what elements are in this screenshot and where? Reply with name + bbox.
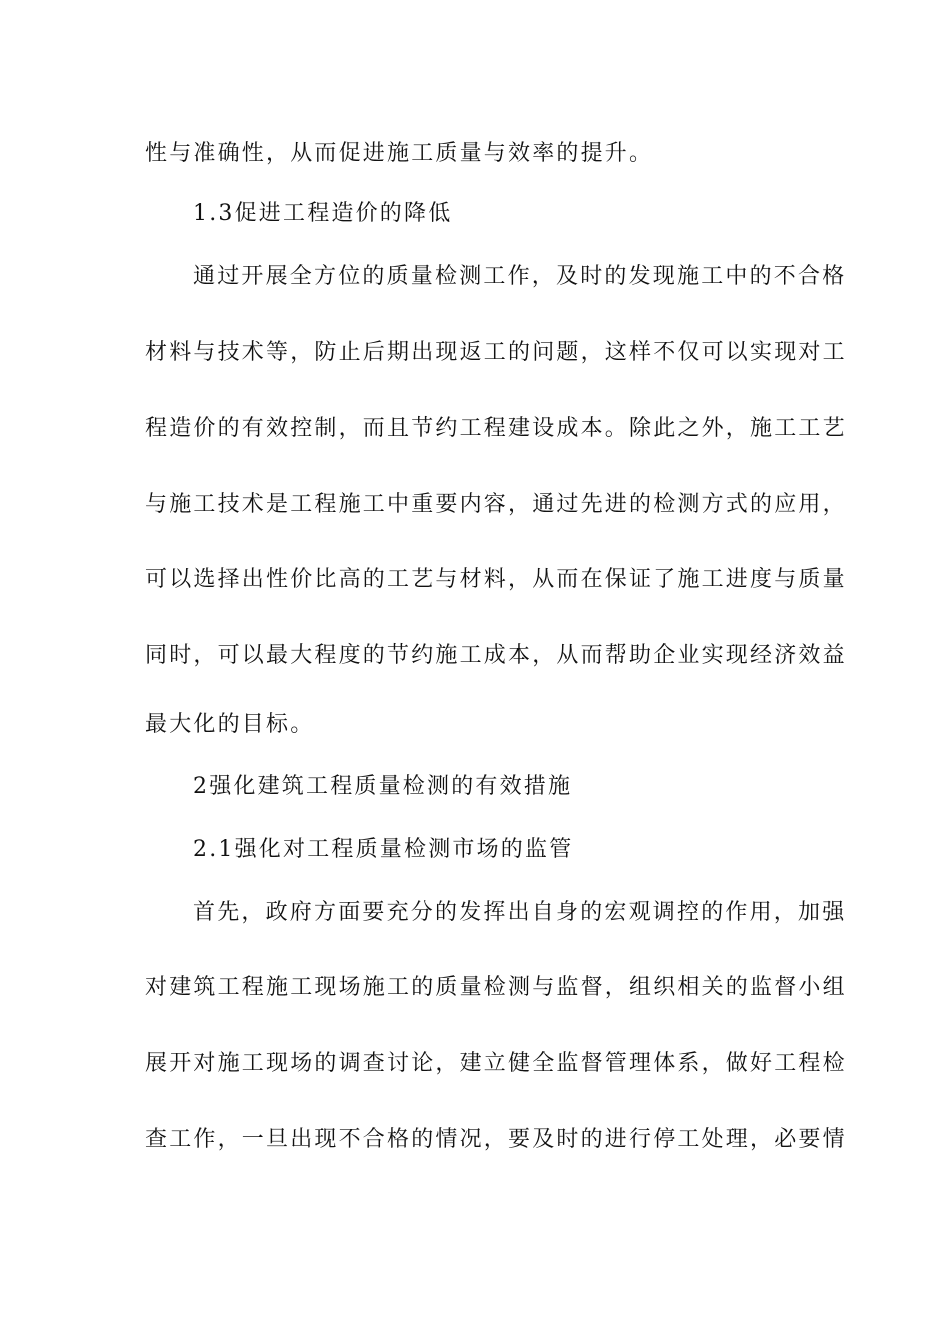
- paragraph-line: 查工作，一旦出现不合格的情况，要及时的进行停工处理，必要情: [145, 1127, 847, 1152]
- paragraph-line: 同时，可以最大程度的节约施工成本，从而帮助企业实现经济效益: [145, 643, 847, 668]
- paragraph-line: 通过开展全方位的质量检测工作，及时的发现施工中的不合格: [193, 264, 847, 289]
- paragraph-line-continuation: 性与准确性，从而促进施工质量与效率的提升。: [145, 141, 654, 166]
- paragraph-line: 可以选择出性价比高的工艺与材料，从而在保证了施工进度与质量: [145, 567, 847, 592]
- section-heading-2: 2强化建筑工程质量检测的有效措施: [193, 774, 573, 799]
- paragraph-line: 展开对施工现场的调查讨论，建立健全监督管理体系，做好工程检: [145, 1051, 847, 1076]
- section-heading-1-3: 1.3促进工程造价的降低: [193, 201, 453, 226]
- paragraph-line: 对建筑工程施工现场施工的质量检测与监督，组织相关的监督小组: [145, 975, 847, 1000]
- paragraph-line: 最大化的目标。: [145, 712, 315, 737]
- paragraph-line: 首先，政府方面要充分的发挥出自身的宏观调控的作用，加强: [193, 900, 847, 925]
- paragraph-line: 材料与技术等，防止后期出现返工的问题，这样不仅可以实现对工: [145, 340, 847, 365]
- paragraph-line: 程造价的有效控制，而且节约工程建设成本。除此之外，施工工艺: [145, 416, 847, 441]
- paragraph-line: 与施工技术是工程施工中重要内容，通过先进的检测方式的应用，: [145, 492, 847, 517]
- section-heading-2-1: 2.1强化对工程质量检测市场的监管: [193, 837, 574, 862]
